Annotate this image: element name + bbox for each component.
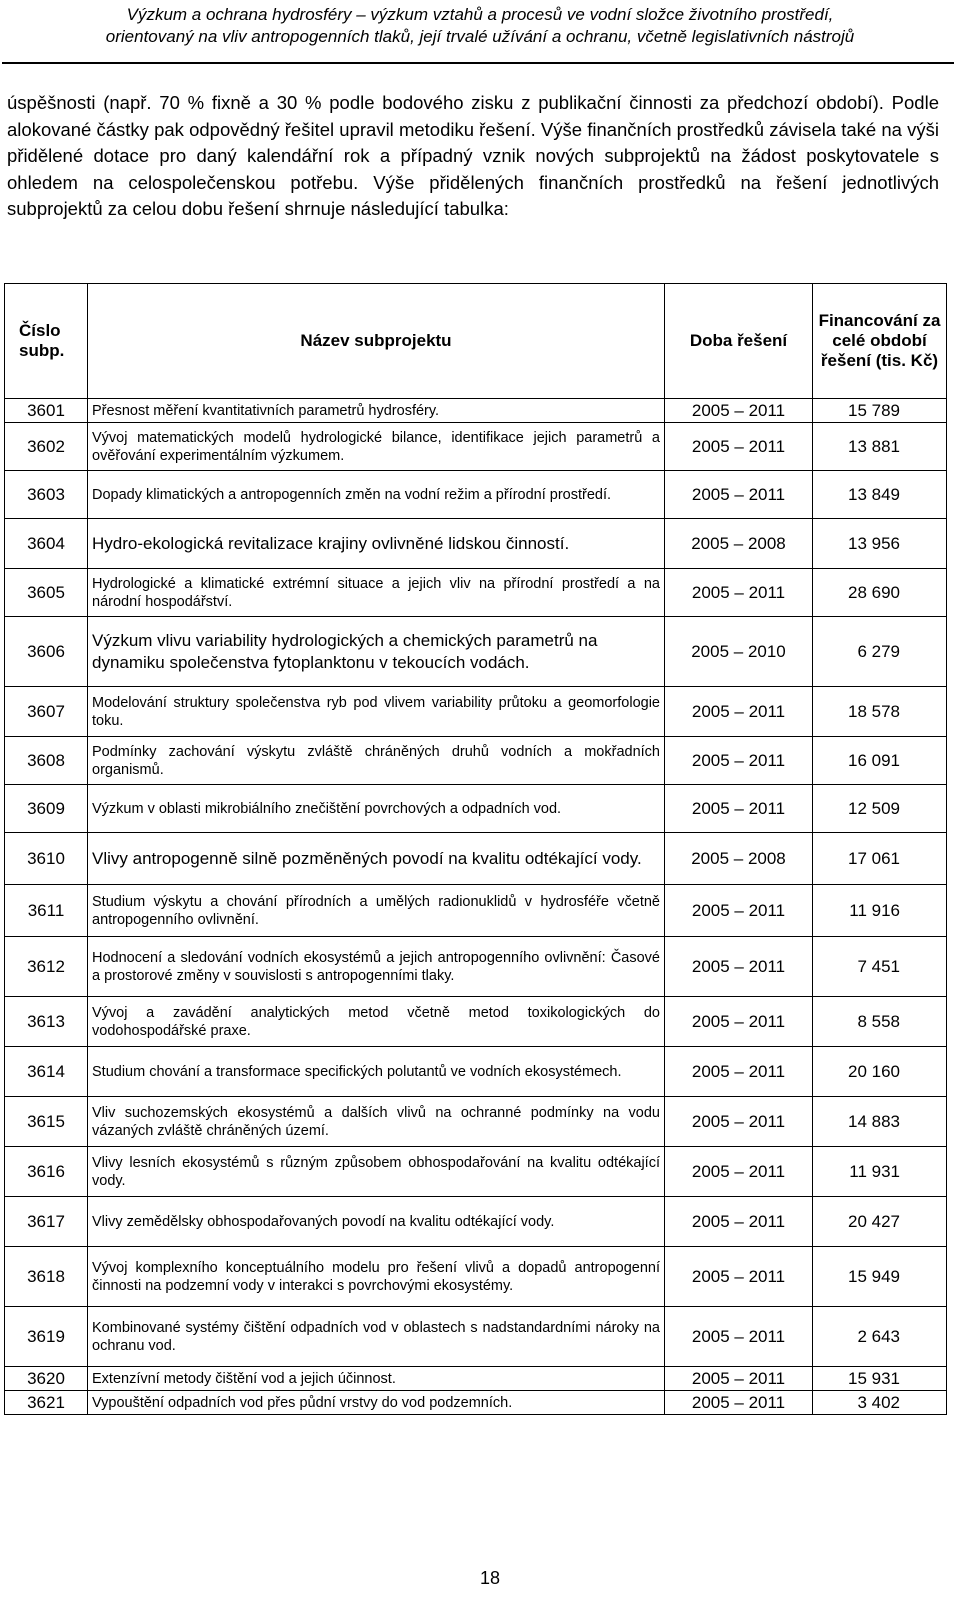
- cell-funding-amount: 13 956: [813, 519, 947, 569]
- table-row: [5, 1307, 947, 1367]
- cell-subproject-name: Výzkum vlivu variability hydrologických a chemických parametrů na dynamiku společenstva fytoplanktonu v tekoucích vodách.: [88, 617, 665, 687]
- table-row: [5, 519, 947, 569]
- cell-funding-amount: 13 849: [813, 471, 947, 519]
- cell-subproject-name: Přesnost měření kvantitativních parametrů hydrosféry.: [88, 399, 665, 423]
- running-header-line-1: Výzkum a ochrana hydrosféry – výzkum vztahů a procesů ve vodní složce životního prostředí,: [126, 5, 834, 24]
- cell-subproject-number: 3608: [5, 737, 88, 785]
- cell-subproject-name: Vlivy lesních ekosystémů s různým způsobem obhospodařování na kvalitu odtékající vody.: [88, 1147, 665, 1197]
- cell-period: 2005 – 2011: [665, 1367, 813, 1391]
- cell-subproject-name: Hydrologické a klimatické extrémní situace a jejich vliv na přírodní prostředí a na národní hospodářství.: [88, 569, 665, 617]
- table-row: [5, 687, 947, 737]
- cell-subproject-name: Studium chování a transformace specifických polutantů ve vodních ekosystémech.: [88, 1047, 665, 1097]
- cell-period: 2005 – 2011: [665, 937, 813, 997]
- running-header-line-2: orientovaný na vliv antropogenních tlaků, její trvalé užívání a ochranu, včetně legislativních nástrojů: [105, 27, 855, 46]
- table-row: [5, 785, 947, 833]
- cell-subproject-name: Vývoj a zavádění analytických metod včetně metod toxikologických do vodohospodářské praxe.: [88, 997, 665, 1047]
- cell-subproject-name: Hodnocení a sledování vodních ekosystémů a jejich antropogenního ovlivnění: Časové a prostorové změny v souvislosti s antropogenními tlaky.: [88, 937, 665, 997]
- cell-funding-amount: 8 558: [813, 997, 947, 1047]
- cell-period: 2005 – 2011: [665, 885, 813, 937]
- page-number: 18: [479, 1568, 501, 1588]
- cell-subproject-number: 3616: [5, 1147, 88, 1197]
- running-header: [8, 4, 952, 48]
- cell-subproject-name: Kombinované systémy čištění odpadních vod v oblastech s nadstandardními nároky na ochranu vod.: [88, 1307, 665, 1367]
- cell-subproject-number: 3605: [5, 569, 88, 617]
- cell-period: 2005 – 2011: [665, 737, 813, 785]
- header-period: Doba řešení: [665, 284, 813, 399]
- cell-subproject-name: Modelování struktury společenstva ryb pod vlivem variability průtoku a geomorfologie toku.: [88, 687, 665, 737]
- table-row: [5, 997, 947, 1047]
- table-row: [5, 1197, 947, 1247]
- cell-period: 2005 – 2011: [665, 1047, 813, 1097]
- cell-period: 2005 – 2011: [665, 1197, 813, 1247]
- cell-funding-amount: 15 931: [813, 1367, 947, 1391]
- cell-funding-amount: 28 690: [813, 569, 947, 617]
- header-name: Název subprojektu: [88, 284, 665, 399]
- table-row: [5, 1391, 947, 1415]
- cell-funding-amount: 14 883: [813, 1097, 947, 1147]
- cell-funding-amount: 2 643: [813, 1307, 947, 1367]
- cell-funding-amount: 20 160: [813, 1047, 947, 1097]
- cell-period: 2005 – 2011: [665, 1097, 813, 1147]
- cell-funding-amount: 17 061: [813, 833, 947, 885]
- cell-subproject-number: 3618: [5, 1247, 88, 1307]
- cell-period: 2005 – 2011: [665, 997, 813, 1047]
- table-header-row: [5, 284, 947, 399]
- cell-period: 2005 – 2011: [665, 687, 813, 737]
- table-row: [5, 1097, 947, 1147]
- table-row: [5, 617, 947, 687]
- table-row: [5, 1047, 947, 1097]
- cell-subproject-name: Hydro-ekologická revitalizace krajiny ovlivněné lidskou činností.: [88, 519, 665, 569]
- table-row: [5, 1367, 947, 1391]
- cell-period: 2005 – 2011: [665, 1147, 813, 1197]
- intro-text: úspěšnosti (např. 70 % fixně a 30 % podle bodového zisku z publikační činnosti za předchozí období). Podle alokované částky pak odpovědný řešitel upravil metodiku řešení. Výše finančních prostředků závisela také na výši přidělené dotace pro daný kalendářní rok a případný vznik nových subprojektů na žádost poskytovatele s ohledem na celospolečenskou potřebu. Výše přidělených finančních prostředků na řešení jednotlivých subprojektů za celou dobu řešení shrnuje následující tabulka:: [7, 92, 939, 219]
- cell-period: 2005 – 2011: [665, 1247, 813, 1307]
- cell-subproject-number: 3612: [5, 937, 88, 997]
- cell-period: 2005 – 2011: [665, 471, 813, 519]
- cell-subproject-name: Studium výskytu a chování přírodních a umělých radionuklidů v hydrosféře včetně antropogenního ovlivnění.: [88, 885, 665, 937]
- cell-subproject-name: Vlivy antropogenně silně pozměněných povodí na kvalitu odtékající vody.: [88, 833, 665, 885]
- cell-funding-amount: 11 931: [813, 1147, 947, 1197]
- cell-funding-amount: 13 881: [813, 423, 947, 471]
- cell-subproject-name: Vývoj komplexního konceptuálního modelu pro řešení vlivů a dopadů antropogenní činnosti na podzemní vody v interakci s povrchovými ekosystémy.: [88, 1247, 665, 1307]
- cell-subproject-number: 3610: [5, 833, 88, 885]
- cell-subproject-number: 3619: [5, 1307, 88, 1367]
- cell-subproject-number: 3620: [5, 1367, 88, 1391]
- cell-funding-amount: 11 916: [813, 885, 947, 937]
- cell-subproject-name: Extenzívní metody čištění vod a jejich účinnost.: [88, 1367, 665, 1391]
- cell-period: 2005 – 2011: [665, 399, 813, 423]
- cell-subproject-number: 3604: [5, 519, 88, 569]
- header-number: Číslo subp.: [5, 284, 88, 399]
- cell-funding-amount: 18 578: [813, 687, 947, 737]
- cell-period: 2005 – 2011: [665, 1391, 813, 1415]
- cell-funding-amount: 12 509: [813, 785, 947, 833]
- cell-period: 2005 – 2011: [665, 785, 813, 833]
- cell-subproject-number: 3611: [5, 885, 88, 937]
- table-row: [5, 569, 947, 617]
- table-body: [5, 399, 947, 1415]
- cell-subproject-name: Vypouštění odpadních vod přes půdní vrstvy do vod podzemních.: [88, 1391, 665, 1415]
- cell-subproject-name: Vlivy zemědělsky obhospodařovaných povodí na kvalitu odtékající vody.: [88, 1197, 665, 1247]
- cell-funding-amount: 7 451: [813, 937, 947, 997]
- cell-period: 2005 – 2011: [665, 1307, 813, 1367]
- table-row: [5, 885, 947, 937]
- table-row: [5, 471, 947, 519]
- cell-period: 2005 – 2011: [665, 569, 813, 617]
- intro-paragraph: [7, 90, 939, 223]
- cell-funding-amount: 20 427: [813, 1197, 947, 1247]
- cell-subproject-number: 3602: [5, 423, 88, 471]
- table-row: [5, 737, 947, 785]
- cell-funding-amount: 15 789: [813, 399, 947, 423]
- cell-subproject-number: 3614: [5, 1047, 88, 1097]
- cell-subproject-number: 3603: [5, 471, 88, 519]
- cell-funding-amount: 6 279: [813, 617, 947, 687]
- table-row: [5, 833, 947, 885]
- table-row: [5, 423, 947, 471]
- header-funding: Financování za celé období řešení (tis. Kč): [813, 284, 947, 399]
- table-row: [5, 1247, 947, 1307]
- table-row: [5, 399, 947, 423]
- cell-subproject-number: 3607: [5, 687, 88, 737]
- cell-period: 2005 – 2008: [665, 519, 813, 569]
- cell-subproject-number: 3606: [5, 617, 88, 687]
- cell-subproject-name: Vývoj matematických modelů hydrologické bilance, identifikace jejich parametrů a ověřování experimentálním výzkumem.: [88, 423, 665, 471]
- cell-period: 2005 – 2008: [665, 833, 813, 885]
- subprojects-table: [4, 283, 947, 1415]
- cell-subproject-number: 3621: [5, 1391, 88, 1415]
- cell-period: 2005 – 2010: [665, 617, 813, 687]
- table-row: [5, 1147, 947, 1197]
- cell-funding-amount: 15 949: [813, 1247, 947, 1307]
- cell-subproject-number: 3613: [5, 997, 88, 1047]
- cell-subproject-number: 3601: [5, 399, 88, 423]
- cell-subproject-number: 3617: [5, 1197, 88, 1247]
- cell-subproject-name: Podmínky zachování výskytu zvláště chráněných druhů vodních a mokřadních organismů.: [88, 737, 665, 785]
- cell-subproject-name: Dopady klimatických a antropogenních změn na vodní režim a přírodní prostředí.: [88, 471, 665, 519]
- cell-subproject-number: 3609: [5, 785, 88, 833]
- cell-subproject-name: Výzkum v oblasti mikrobiálního znečištění povrchových a odpadních vod.: [88, 785, 665, 833]
- cell-funding-amount: 3 402: [813, 1391, 947, 1415]
- cell-period: 2005 – 2011: [665, 423, 813, 471]
- header-divider: [2, 62, 954, 64]
- cell-subproject-name: Vliv suchozemských ekosystémů a dalších vlivů na ochranné podmínky na vodu vázaných zvláště chráněných území.: [88, 1097, 665, 1147]
- cell-funding-amount: 16 091: [813, 737, 947, 785]
- cell-subproject-number: 3615: [5, 1097, 88, 1147]
- table-row: [5, 937, 947, 997]
